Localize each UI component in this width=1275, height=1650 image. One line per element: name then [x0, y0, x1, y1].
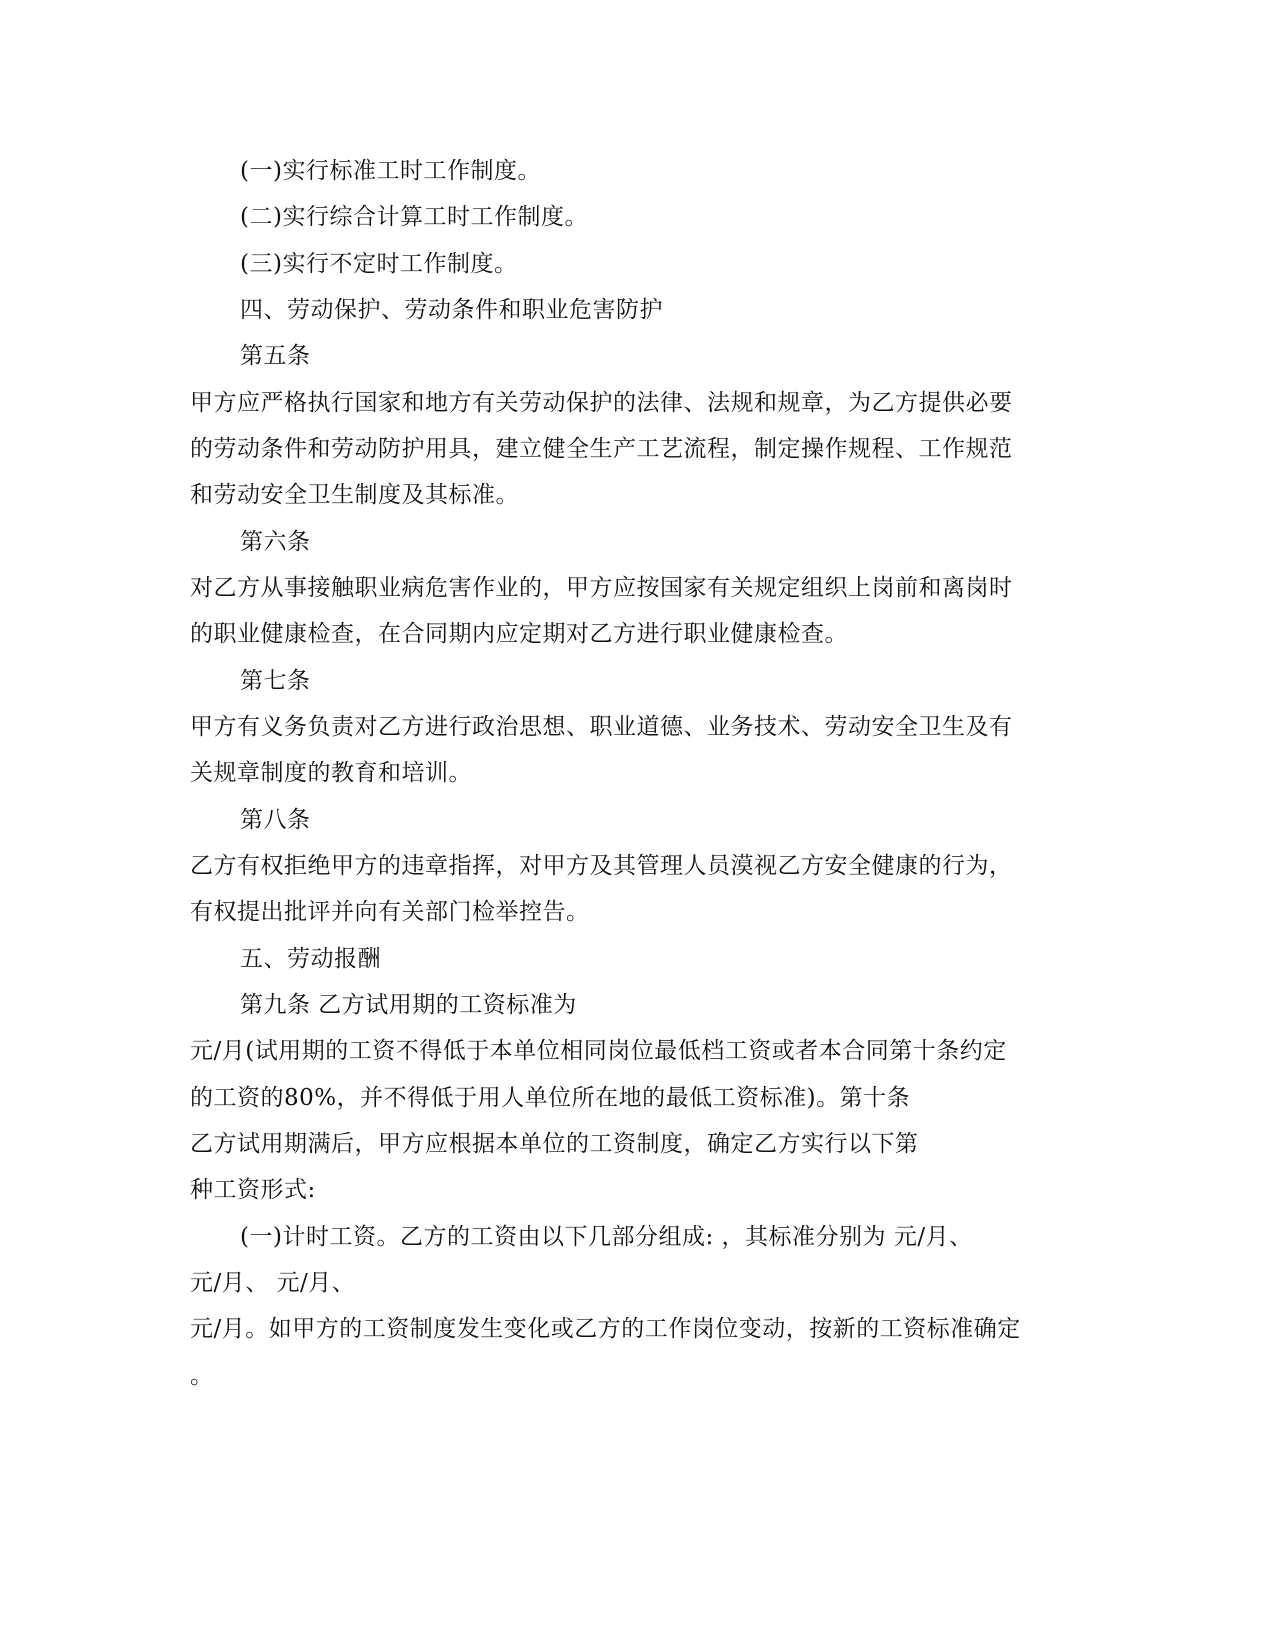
paragraph-line: 乙方有权拒绝甲方的违章指挥，对甲方及其管理人员漠视乙方安全健康的行为，: [190, 853, 1013, 879]
paragraph-line: 甲方有义务负责对乙方进行政治思想、职业道德、业务技术、劳动安全卫生及有: [190, 714, 1013, 740]
article-heading: 第五条: [240, 343, 311, 369]
paragraph-line: (三)实行不定时工作制度。: [240, 251, 518, 277]
paragraph-line: 有权提出批评并向有关部门检举控告。: [190, 899, 590, 925]
paragraph-line: 元/月、 元/月、: [190, 1270, 356, 1296]
paragraph-line: 和劳动安全卫生制度及其标准。: [190, 482, 519, 508]
article-heading: 第八条: [240, 807, 311, 833]
paragraph-line: 的职业健康检查，在合同期内应定期对乙方进行职业健康检查。: [190, 621, 848, 647]
section-heading: 四、劳动保护、劳动条件和职业危害防护: [240, 297, 663, 323]
paragraph-line: 元/月。如甲方的工资制度发生变化或乙方的工作岗位变动，按新的工资标准确定: [190, 1316, 1021, 1342]
paragraph-line: (一)计时工资。乙方的工资由以下几部分组成: ，其标准分别为 元/月、: [240, 1224, 973, 1250]
paragraph-line: (一)实行标准工时工作制度。: [240, 158, 541, 184]
paragraph-line: 对乙方从事接触职业病危害作业的，甲方应按国家有关规定组织上岗前和离岗时: [190, 575, 1013, 601]
paragraph-line: 甲方应严格执行国家和地方有关劳动保护的法律、法规和规章，为乙方提供必要: [190, 390, 1013, 416]
paragraph-line: (二)实行综合计算工时工作制度。: [240, 204, 588, 230]
article-heading: 第七条: [240, 668, 311, 694]
paragraph-line: 的工资的80%，并不得低于用人单位所在地的最低工资标准)。第十条: [190, 1085, 911, 1111]
paragraph-line: 种工资形式:: [190, 1177, 316, 1203]
paragraph-line: 的劳动条件和劳动防护用具，建立健全生产工艺流程，制定操作规程、工作规范: [190, 436, 1013, 462]
article-heading: 第九条 乙方试用期的工资标准为: [240, 992, 577, 1018]
paragraph-line: 元/月(试用期的工资不得低于本单位相同岗位最低档工资或者本合同第十条约定: [190, 1038, 1007, 1064]
paragraph-line: 。: [190, 1363, 214, 1389]
article-heading: 第六条: [240, 529, 311, 555]
paragraph-line: 关规章制度的教育和培训。: [190, 760, 472, 786]
section-heading: 五、劳动报酬: [240, 946, 381, 972]
paragraph-line: 乙方试用期满后，甲方应根据本单位的工资制度，确定乙方实行以下第: [190, 1131, 919, 1157]
